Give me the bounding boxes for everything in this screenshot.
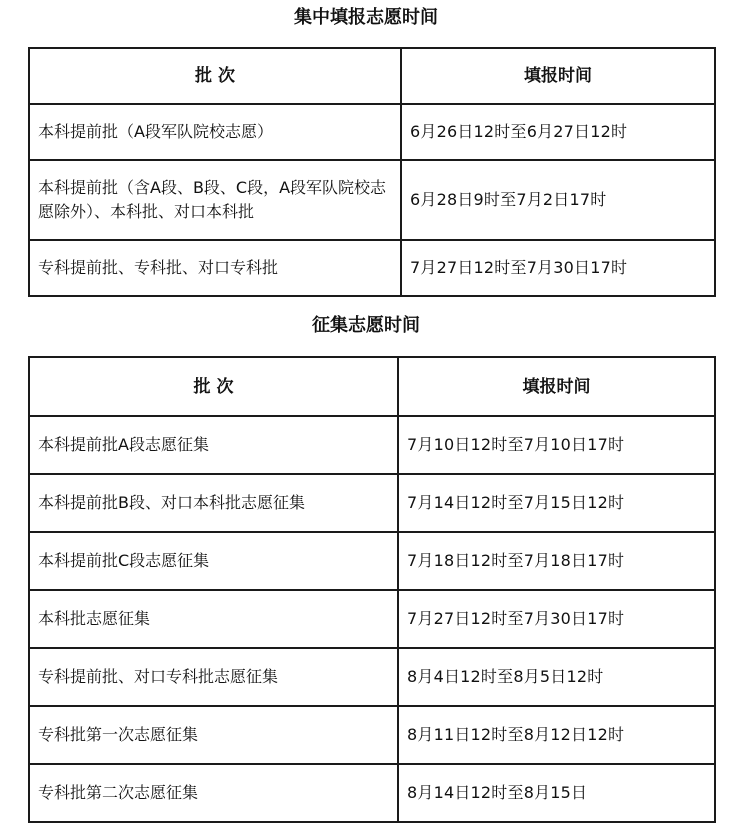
time-cell: 6月28日9时至7月2日17时 [401, 160, 715, 240]
table-row [29, 532, 715, 590]
table-row [29, 648, 715, 706]
table-row [29, 416, 715, 474]
supplementary-schedule-table [28, 356, 716, 823]
section-title-supplementary: 征集志愿时间 [312, 315, 420, 336]
batch-cell: 专科批第一次志愿征集 [29, 706, 398, 764]
time-cell: 6月26日12时至6月27日12时 [401, 104, 715, 160]
batch-cell: 专科提前批、专科批、对口专科批 [29, 240, 401, 296]
batch-cell: 专科提前批、对口专科批志愿征集 [29, 648, 398, 706]
time-cell: 7月18日12时至7月18日17时 [398, 532, 715, 590]
table-row [29, 104, 715, 160]
column-header-batch: 批 次 [29, 357, 398, 416]
time-cell: 8月4日12时至8月5日12时 [398, 648, 715, 706]
batch-cell: 本科提前批C段志愿征集 [29, 532, 398, 590]
batch-cell: 本科提前批B段、对口本科批志愿征集 [29, 474, 398, 532]
table-header-row [29, 48, 715, 104]
column-header-time: 填报时间 [398, 357, 715, 416]
centralized-schedule-table [28, 47, 716, 297]
batch-cell: 本科提前批（A段军队院校志愿） [29, 104, 401, 160]
time-cell: 7月27日12时至7月30日17时 [401, 240, 715, 296]
time-cell: 7月27日12时至7月30日17时 [398, 590, 715, 648]
time-cell: 8月11日12时至8月12日12时 [398, 706, 715, 764]
table-row [29, 160, 715, 240]
time-cell: 7月14日12时至7月15日12时 [398, 474, 715, 532]
time-cell: 8月14日12时至8月15日 [398, 764, 715, 822]
batch-cell: 本科提前批A段志愿征集 [29, 416, 398, 474]
time-cell: 7月10日12时至7月10日17时 [398, 416, 715, 474]
batch-cell: 本科提前批（含A段、B段、C段，A段军队院校志愿除外）、本科批、对口本科批 [29, 160, 401, 240]
column-header-time: 填报时间 [401, 48, 715, 104]
batch-cell: 本科批志愿征集 [29, 590, 398, 648]
table-row [29, 474, 715, 532]
table-row [29, 764, 715, 822]
table-row [29, 240, 715, 296]
section-title-centralized: 集中填报志愿时间 [294, 7, 438, 28]
batch-cell: 专科批第二次志愿征集 [29, 764, 398, 822]
table-row [29, 706, 715, 764]
table-header-row [29, 357, 715, 416]
table-row [29, 590, 715, 648]
column-header-batch: 批 次 [29, 48, 401, 104]
